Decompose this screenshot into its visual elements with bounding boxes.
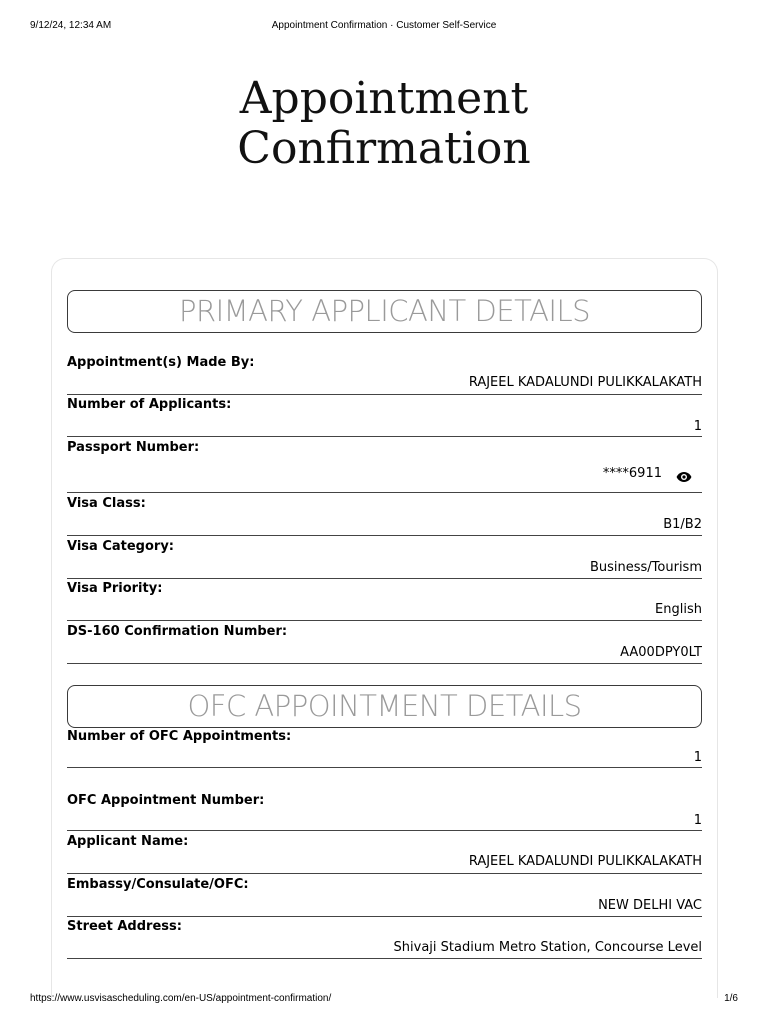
field-visa-class: [67, 496, 702, 536]
field-appointment-made-by: [67, 355, 702, 395]
print-page-count: 1/6: [724, 993, 738, 1004]
field-label: OFC Appointment Number:: [67, 793, 265, 808]
field-ofc-appointment-number: [67, 793, 702, 831]
field-value: NEW DELHI VAC: [598, 898, 702, 913]
field-number-of-ofc-appointments: [67, 729, 702, 768]
field-number-of-applicants: [67, 397, 702, 437]
field-street-address: [67, 919, 702, 959]
field-value: 1: [693, 750, 702, 765]
field-label: DS-160 Confirmation Number:: [67, 624, 288, 639]
field-ds160-confirmation-number: [67, 624, 702, 664]
field-label: Embassy/Consulate/OFC:: [67, 877, 249, 892]
field-visa-category: [67, 539, 702, 579]
field-value: B1/B2: [663, 517, 702, 532]
field-embassy-consulate-ofc: [67, 877, 702, 917]
field-value: 1: [693, 813, 702, 828]
print-timestamp: 9/12/24, 12:34 AM: [30, 20, 112, 31]
field-label: Appointment(s) Made By:: [67, 355, 255, 370]
print-page-title: Appointment Confirmation · Customer Self-Service: [271, 20, 497, 31]
field-value: Shivaji Stadium Metro Station, Concourse Level: [393, 940, 702, 955]
field-label: Number of Applicants:: [67, 397, 232, 412]
field-visa-priority: [67, 581, 702, 621]
eye-icon[interactable]: [676, 468, 692, 480]
page-title-line-1: Appointment: [239, 73, 529, 124]
ofc-appointment-section-heading: OFC APPOINTMENT DETAILS: [67, 685, 702, 728]
field-value: Business/Tourism: [589, 560, 702, 575]
field-label: Number of OFC Appointments:: [67, 729, 292, 744]
field-value: ****6911: [602, 466, 662, 481]
field-label: Passport Number:: [67, 440, 200, 455]
passport-value-wrap: [603, 466, 692, 482]
print-header: [30, 20, 738, 34]
field-value: English: [655, 602, 702, 617]
page-title: [0, 74, 768, 174]
field-label: Visa Priority:: [67, 581, 163, 596]
field-value: RAJEEL KADALUNDI PULIKKALAKATH: [468, 854, 702, 869]
field-label: Visa Category:: [67, 539, 174, 554]
field-value: AA00DPY0LT: [620, 645, 702, 660]
field-passport-number: [67, 440, 702, 493]
field-label: Visa Class:: [67, 496, 146, 511]
field-value: 1: [693, 419, 702, 434]
page-title-line-2: Confirmation: [237, 123, 531, 174]
field-applicant-name: [67, 834, 702, 874]
field-label: Street Address:: [67, 919, 182, 934]
field-label: Applicant Name:: [67, 834, 189, 849]
primary-applicant-section-heading: PRIMARY APPLICANT DETAILS: [67, 290, 702, 333]
print-url: https://www.usvisascheduling.com/en-US/appointment-confirmation/: [30, 993, 332, 1004]
field-value: RAJEEL KADALUNDI PULIKKALAKATH: [468, 375, 702, 390]
print-footer: [30, 993, 738, 1007]
